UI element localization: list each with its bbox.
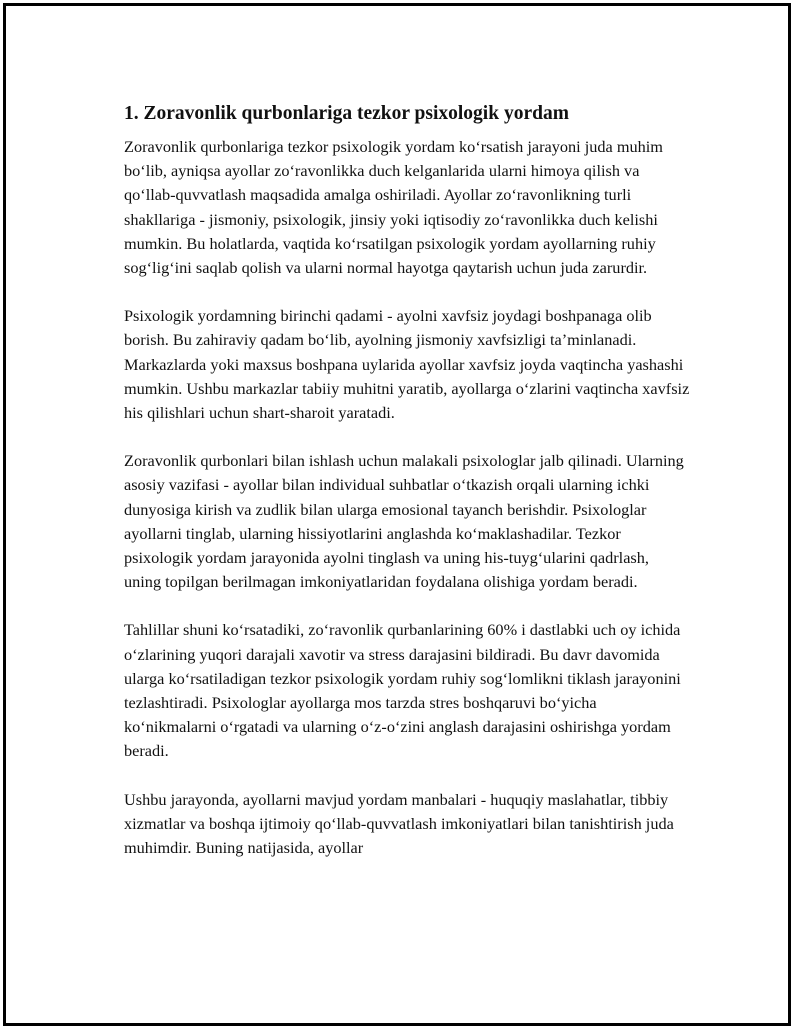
paragraph-4: Tahlillar shuni ko‘rsatadiki, zo‘ravonlik qurbanlarining 60% i dastlabki uch oy ichida o‘zlarining yuqori darajali xavotir va stress darajasini bildiradi. Bu davr davomida ularga ko‘rsatiladigan tezkor psixologik yordam ruhiy sog‘lomlikni tiklash jarayonini tezlashtiradi. Psixologlar ayollarga mos tarzda stres boshqaruvi bo‘yicha ko‘nikmalarni o‘rgatadi va ularning o‘z-o‘zini anglash darajasini oshirishga yordam beradi. (124, 620, 681, 761)
section-heading: 1. Zoravonlik qurbonlariga tezkor psixologik yordam (124, 103, 569, 124)
document-body (124, 101, 690, 860)
paragraph-5: Ushbu jarayonda, ayollarni mavjud yordam manbalari - huquqiy maslahatlar, tibbiy xizmatlar va boshqa ijtimoiy qo‘llab-quvvatlash imkoniyatlari bilan tanishtirish juda muhimdir. Buning natijasida, ayollar (124, 789, 674, 858)
paragraph-1: Zoravonlik qurbonlariga tezkor psixologik yordam ko‘rsatish jarayoni juda muhim bo‘lib, ayniqsa ayollar zo‘ravonlikka duch kelganlarida ularni himoya qilish va qo‘llab-quvvatlash maqsadida amalga oshiriladi. Ayollar zo‘ravonlikning turli shakllariga - jismoniy, psixologik, jinsiy yoki iqtisodiy zo‘ravonlikka duch kelishi mumkin. Bu holatlarda, vaqtida ko‘rsatilgan psixologik yordam ayollarning ruhiy sog‘lig‘ini saqlab qolish va ularni normal hayotga qaytarish uchun juda zarurdir. (124, 137, 663, 278)
page-frame (3, 3, 791, 1026)
paragraph-3: Zoravonlik qurbonlari bilan ishlash uchun malakali psixologlar jalb qilinadi. Ularning asosiy vazifasi - ayollar bilan individual suhbatlar o‘tkazish orqali ularning ichki dunyosiga kirish va zudlik bilan ularga emosional tayanch berishdir. Psixologlar ayollarni tinglab, ularning hissiyotlarini anglashda ko‘maklashadilar. Tezkor psixologik yordam jarayonida ayolni tinglash va uning his-tuyg‘ularini qadrlash, uning topilgan berilmagan imkoniyatlaridan foydalana olishiga yordam beradi. (124, 451, 684, 592)
paragraph-2: Psixologik yordamning birinchi qadami - ayolni xavfsiz joydagi boshpanaga olib borish. Bu zahiraviy qadam bo‘lib, ayolning jismoniy xavfsizligi ta’minlanadi. Markazlarda yoki maxsus boshpana uylarida ayollar xavfsiz joyda vaqtincha yashashi mumkin. Ushbu markazlar tabiiy muhitni yaratib, ayollarga o‘zlarini vaqtincha xavfsiz his qilishlari uchun shart-sharoit yaratadi. (124, 306, 690, 423)
